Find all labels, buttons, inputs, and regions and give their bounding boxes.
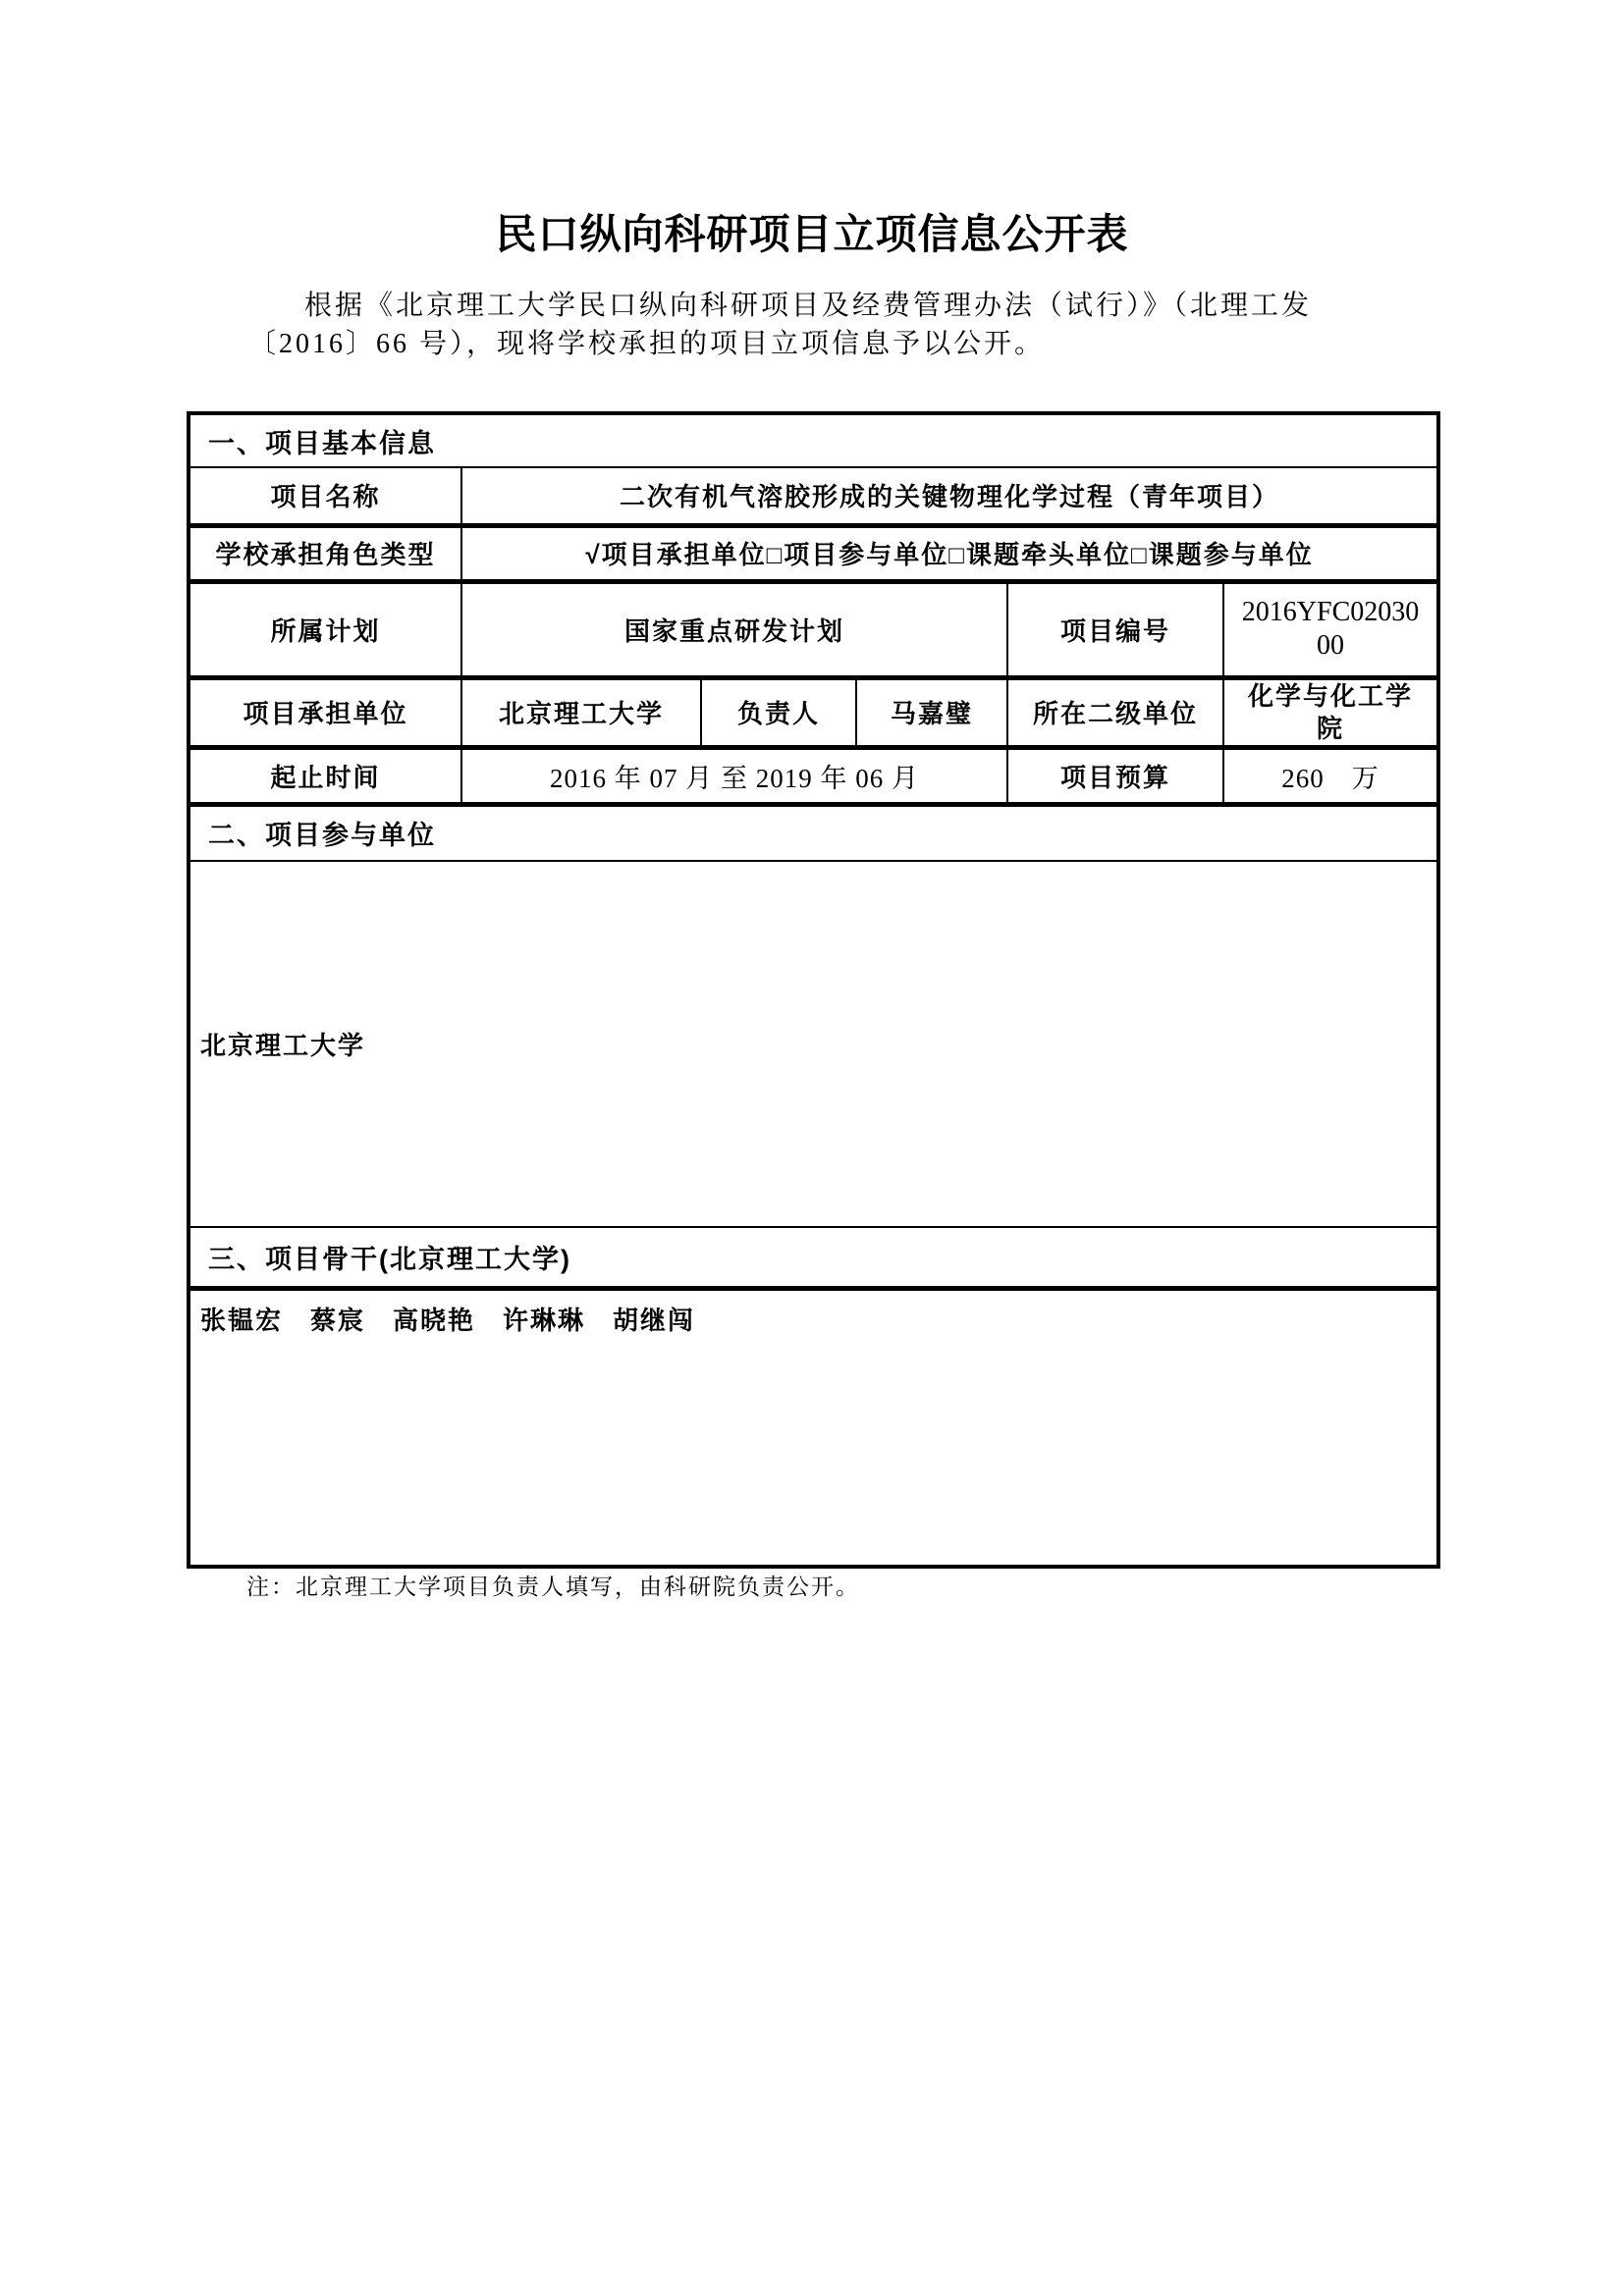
role-type-value: √项目承担单位□项目参与单位□课题牵头单位□课题参与单位: [461, 525, 1438, 581]
participants-row: [189, 861, 1438, 1227]
project-code-value: 2016YFC0203000: [1223, 581, 1438, 677]
undertaking-unit-row: [189, 677, 1438, 747]
project-info-table: [187, 411, 1440, 1569]
intro-line-2: 〔2016〕66 号），现将学校承担的项目立项信息予以公开。: [248, 329, 1046, 359]
period-row: [189, 747, 1438, 804]
backbone-members: 张韫宏 蔡宸 高晓艳 许琳琳 胡继闯: [189, 1288, 1438, 1567]
section-2-header: 二、项目参与单位: [189, 804, 1438, 861]
project-name-label: 项目名称: [189, 467, 461, 525]
plan-row: [189, 581, 1438, 677]
project-name-value: 二次有机气溶胶形成的关键物理化学过程（青年项目）: [461, 467, 1438, 525]
section-2-row: [189, 804, 1438, 861]
period-value: 2016 年 07 月 至 2019 年 06 月: [461, 747, 1007, 804]
project-name-row: [189, 467, 1438, 525]
section-3-header: 三、项目骨干(北京理工大学): [189, 1227, 1438, 1288]
footnote: 注：北京理工大学项目负责人填写，由科研院负责公开。: [246, 1575, 860, 1599]
intro-paragraph: [248, 287, 1373, 363]
section-1-row: [189, 413, 1438, 467]
budget-label: 项目预算: [1007, 747, 1223, 804]
participants-value: 北京理工大学: [189, 861, 1438, 1227]
budget-value: 260 万: [1223, 747, 1438, 804]
period-label: 起止时间: [189, 747, 461, 804]
intro-line-1: 根据《北京理工大学民口纵向科研项目及经费管理办法（试行）》（北理工发: [304, 291, 1313, 321]
section-1-header: 一、项目基本信息: [189, 413, 1438, 467]
unit-label: 项目承担单位: [189, 677, 461, 747]
unit-value: 北京理工大学: [461, 677, 701, 747]
plan-value: 国家重点研发计划: [461, 581, 1007, 677]
role-type-label: 学校承担角色类型: [189, 525, 461, 581]
plan-label: 所属计划: [189, 581, 461, 677]
role-type-row: [189, 525, 1438, 581]
page-title: 民口纵向科研项目立项信息公开表: [495, 211, 1129, 257]
pi-label: 负责人: [701, 677, 856, 747]
dept-label: 所在二级单位: [1007, 677, 1223, 747]
backbone-row: [189, 1288, 1438, 1567]
dept-value: 化学与化工学院: [1223, 677, 1438, 747]
project-code-label: 项目编号: [1007, 581, 1223, 677]
section-3-row: [189, 1227, 1438, 1288]
pi-value: 马嘉璧: [856, 677, 1007, 747]
